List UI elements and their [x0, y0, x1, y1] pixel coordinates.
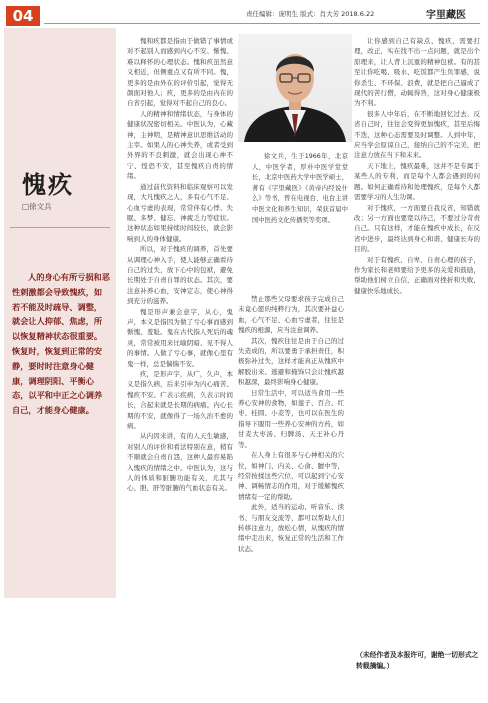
paragraph: 从内因来讲，有的人天生敏感，对别人的评价和看法特别在意，稍有不顺就会自责自怨，这种人最容易陷入愧疚的情绪之中。中医认为，这与人的体质和脏腑功能有关，尤其与心、胆、肝等脏腑的气血状态有关。: [127, 432, 233, 493]
paragraph: 在人身上有很多与心神相关的穴位，如神门、内关、心俞、膻中等，经常按揉这些穴位，可以起到宁心安神、调畅情志的作用，对于缓解愧疚情绪有一定的帮助。: [238, 451, 344, 501]
header-rule: [44, 23, 480, 24]
paragraph: 对于有愧疚、自卑、自责心理的孩子，作为家长和老师要给予更多的关爱和鼓励，帮助他们树立自信，正确面对挫折和失败，健康快乐地成长。: [354, 255, 480, 295]
article-column-1: [127, 36, 233, 696]
paragraph: 禁止那些父母要求孩子完成自己未竟心愿的纯粹行为，其次要补益心血，心气不足、心血亏虚者，往往是愧疚的根源，应当注意调养。: [238, 295, 344, 335]
paragraph: 此外，适当的运动、听音乐、读书、与朋友交流等，都可以帮助人们转移注意力，放松心情，从愧疚的情绪中走出来，恢复正常的生活和工作状态。: [238, 503, 344, 553]
author-caption: 徐文兵，生于1966年，北京人，中医学者，厚朴中医学堂堂长，北京中医药大学中医学硕士，著有《字里藏医》《黄帝内经说什么》等书，曾在电视台、电台主讲中医文化和养生知识，荣获首届中国中医药文化传播奖等奖项。: [252, 153, 348, 224]
sidebar-divider: [10, 227, 110, 228]
title-block: [22, 172, 102, 212]
paragraph: 疚，是形声字，从疒，久声，本义是指久病，后来引申为内心痛苦、愧疚不安。疒表示疾病，久表示时间长，合起来就是长期的病痛。内心长期的不安，就像得了一场久治不愈的病。: [127, 370, 233, 431]
paper-name: 字里藏医: [426, 10, 466, 21]
article-column-2: [238, 294, 344, 694]
paragraph: 天下地上，愧疚最难，这并不是专属于某些人的专利，而是每个人都会遇到的问题。如何正确看待和处理愧疚，是每个人都需要学习的人生功课。: [354, 161, 480, 202]
article-title: 愧疚: [22, 170, 74, 199]
paragraph: 对于愧疚，一方面要自我反省，知错就改；另一方面也要宽以待己，不要过分苛责自己。只有这样，才能在愧疚中成长，在反省中进步，最终达到身心和谐、健康长寿的目的。: [354, 203, 480, 254]
paragraph: 所以，对于愧疚的调养，首先要从调理心神入手，使人能够正确看待自己的过失，放下心中的包袱，避免长期处于自责自罪的状态。其次，要注意补养心血，安神定志，使心神得到充分的滋养。: [127, 245, 233, 306]
paragraph: 日常生活中，可以适当食用一些养心安神的食物，如莲子、百合、红枣、桂圆、小麦等，也可以在医生的指导下服用一些养心安神的方药，如甘麦大枣汤、归脾汤、天王补心丹等。: [238, 388, 344, 449]
paragraph: 其次，愧疚往往是由于自己的过失造成的，所以要勇于承担责任，积极弥补过失，这样才能真正从愧疚中解脱出来。逃避和掩饰只会让愧疚越积越深，最终影响身心健康。: [238, 336, 344, 387]
paragraph: 人的精神和情绪状态，与身体的健康状况密切相关。中医认为，心藏神，主神明，是精神意识思维活动的主宰。如果人的心神失养，或者受到外界的不良刺激，就会出现心神不宁、惶恐不安，甚至愧疚自责的情绪。: [127, 109, 233, 181]
author-portrait-icon: [238, 34, 352, 142]
article-abstract: 人的身心有所亏损和恶性刺激都会导致愧疚，如若不能及时疏导、调整，就会让人抑郁、焦虑，所以恢复精神状态很重要。恢复时，恢复到正常的安静，要时时注意身心健康，调理阴阳、平衡心态，以平和中正之心调养自己，才能身心健康。: [12, 272, 110, 416]
paragraph: 很多人中年后，在不断地回忆过去、反省自己时，往往会变得更加愧疚，甚至后悔不迭，这种心态需要及时调整。人到中年，应当学会原谅自己，接纳自己的不完美，把注意力放在当下和未来。: [354, 109, 480, 160]
article-byline: □徐文兵: [22, 202, 52, 211]
paragraph: 通过前代资料和临床观察可以发现，大凡愧疚之人，多有心气不足、心血亏虚的表现，常常伴有心悸、失眠、多梦、健忘、神疲乏力等症状。这种状态如果持续时间较长，就会影响到人的身体健康。: [127, 182, 233, 243]
author-photo: [238, 34, 352, 142]
paragraph: 让你感到自己有缺点、愧疚，需要打理，改正，实在找不出一点问题，就是出个原理来，让人背上沉重的精神包袱。有的甚至让你吃喝、吸水、吃饭都产生负罪感，说你杀生、不环保、浪费，就是把自己逼成了现代的苦行僧，动辄得咎，这对身心健康极为不利。: [354, 37, 480, 108]
paragraph: 愧和疚都是指由于做错了事情或对不起别人而感到内心不安、惭愧、难以释怀的心理状态。愧和疚虽然意义相近，但侧重点又有所不同。愧，更多的是由外在的评价引起，觉得无颜面对他人；疚，更多的是由内在的自省引起，觉得对不起自己的良心。: [127, 37, 233, 108]
article-column-3: [354, 36, 480, 646]
paragraph: 愧是形声兼会意字，从心，鬼声，本义是指因为做了亏心事而感到惭愧、羞耻。鬼在古代指人死后的魂灵，常常被用来比喻阴暗、见不得人的事情。人做了亏心事，就像心里有鬼一样，总是惴惴不安。: [127, 307, 233, 368]
editor-note: （未经作者及本报许可，谢绝一切形式之转载摘编。）: [356, 651, 479, 670]
page-number: 04: [6, 6, 40, 26]
header-meta: 责任编辑：庞明生 版式：肖大芳 2018.6.22: [246, 10, 375, 18]
